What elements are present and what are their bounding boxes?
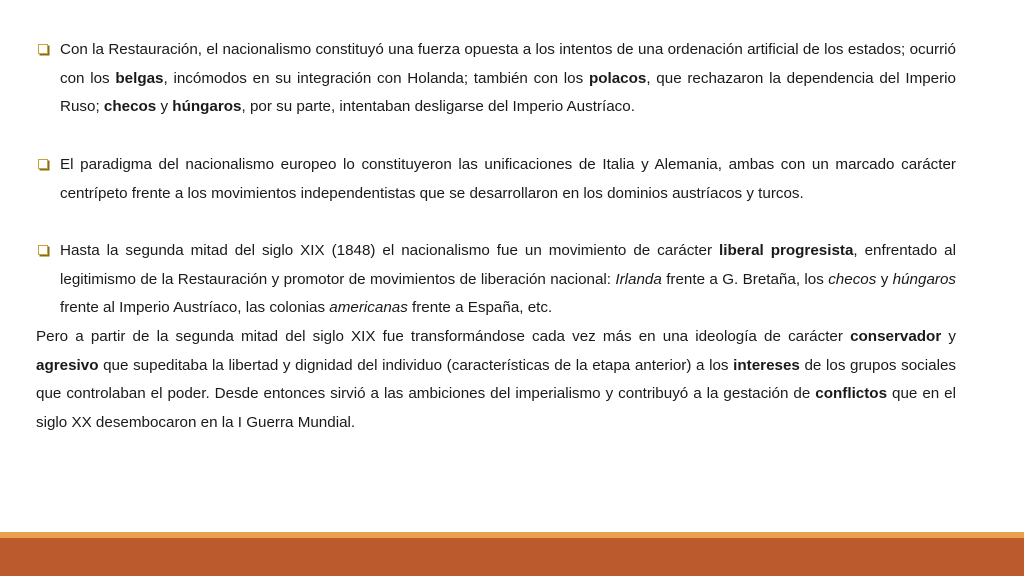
emphasis-bold-text: agresivo bbox=[36, 356, 99, 374]
footer-bar bbox=[0, 538, 1024, 576]
bullet-siglo-xix bbox=[36, 237, 956, 323]
text-run: frente al Imperio Austríaco, las colonias bbox=[60, 299, 330, 317]
emphasis-italic-text: húngaros bbox=[892, 270, 956, 288]
checkbox-square-bullet-icon bbox=[38, 159, 48, 169]
text-run: y bbox=[156, 98, 173, 116]
emphasis-bold-text: conflictos bbox=[815, 385, 888, 403]
text-run: y bbox=[941, 328, 956, 345]
bullet-text bbox=[60, 41, 956, 115]
bullet-text bbox=[60, 242, 956, 316]
text-run: Hasta la segunda mitad del siglo XIX (1848) el nacionalismo fue un movimiento de carácter bbox=[60, 241, 719, 259]
text-run: , por su parte, intentaban desligarse del Imperio Austríaco. bbox=[241, 98, 635, 116]
text-run: , enfrentado al legitimismo de la Restauración y promotor de movimientos de liberación nacional: bbox=[60, 241, 956, 288]
emphasis-italic-text: checos bbox=[828, 270, 877, 288]
emphasis-bold-text: belgas bbox=[115, 69, 164, 87]
text-run: que supeditaba la libertad y dignidad del individuo (características de la etapa anterior) a los bbox=[98, 356, 734, 374]
bullet-paradigma bbox=[36, 151, 956, 208]
emphasis-italic-text: americanas bbox=[329, 299, 408, 317]
slide-body bbox=[36, 36, 956, 438]
emphasis-bold-text: intereses bbox=[733, 356, 800, 374]
emphasis-bold-text: liberal progresista bbox=[719, 241, 854, 259]
text-run: El paradigma del nacionalismo europeo lo constituyeron las unificaciones de Italia y Alemania, ambas con un marcado carácter centrípeto frente a los movimientos independentistas que se desarrollaron en los dominios austríacos y turcos. bbox=[60, 155, 956, 202]
text-run: que en el siglo XX desembocaron en la I Guerra Mundial. bbox=[36, 385, 957, 432]
bullet-restauracion bbox=[36, 36, 956, 122]
text-run: de los grupos sociales que controlaban el poder. Desde entonces sirvió a las ambiciones del imperialismo y contribuyó a la gestación de bbox=[36, 356, 956, 403]
text-run: Con la Restauración, el nacionalismo constituyó una fuerza opuesta a los intentos de una ordenación artificial de los estados; ocurrió con los bbox=[60, 41, 956, 87]
emphasis-italic-text: Irlanda bbox=[615, 270, 662, 288]
emphasis-bold-text: polacos bbox=[588, 69, 647, 87]
checkbox-square-bullet-icon bbox=[38, 44, 48, 54]
checkbox-square-bullet-icon bbox=[38, 245, 48, 255]
text-run: frente a España, etc. bbox=[407, 299, 553, 317]
bullet-text bbox=[60, 156, 956, 202]
emphasis-bold-text: conservador bbox=[850, 328, 942, 345]
emphasis-bold-text: checos bbox=[103, 98, 157, 116]
text-run: Pero a partir de la segunda mitad del siglo XIX fue transformándose cada vez más en una ideología de carácter bbox=[36, 328, 851, 345]
text-run: y bbox=[876, 270, 893, 288]
text-run: , que rechazaron la dependencia del Imperio Ruso; bbox=[60, 69, 956, 116]
text-run: , incómodos en su integración con Holanda; también con los bbox=[163, 69, 589, 87]
closing-paragraph bbox=[36, 323, 956, 438]
emphasis-bold-text: húngaros bbox=[172, 98, 242, 116]
text-run: frente a G. Bretaña, los bbox=[661, 270, 829, 288]
